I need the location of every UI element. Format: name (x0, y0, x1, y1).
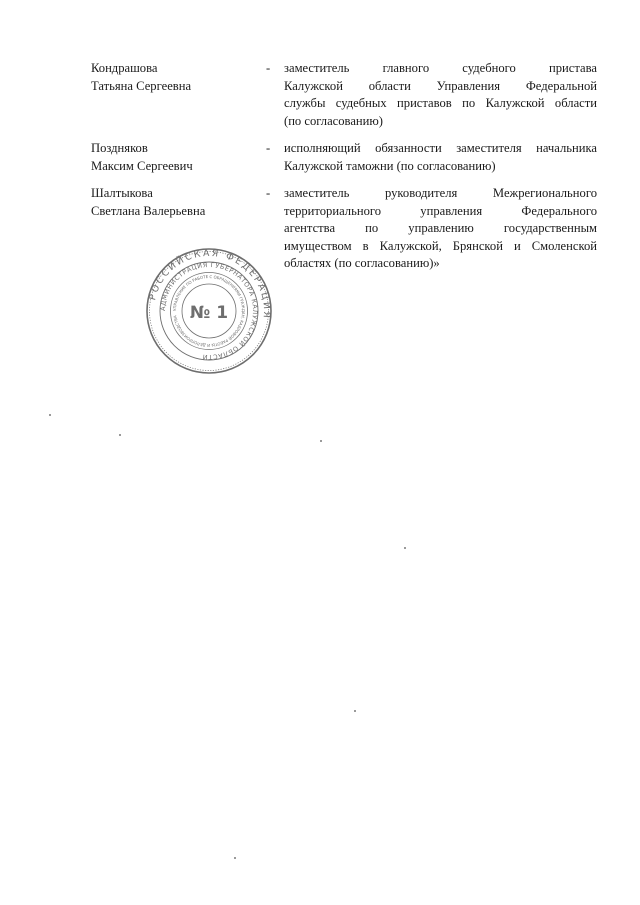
member-position (284, 140, 597, 175)
position-line: областях (по согласованию)» (284, 256, 440, 270)
member-position (284, 60, 597, 130)
seal-outer-text: РОССИЙСКАЯ ФЕДЕРАЦИЯ (147, 247, 273, 321)
member-name (91, 185, 261, 220)
position-line: (по согласованию) (284, 113, 384, 128)
position-line: исполняющий обязанности заместителя начальника (284, 141, 597, 155)
member-name (91, 60, 261, 95)
member-given-names: Татьяна Сергеевна (91, 78, 192, 93)
scan-speck (49, 414, 51, 416)
entry-dash: - (266, 141, 271, 155)
member-given-names: Максим Сергеевич (91, 158, 193, 173)
position-line: имуществом в Калужской, Брянской и Смоленской (284, 238, 597, 253)
scan-speck (404, 547, 406, 549)
seal-ring-text: АДМИНИСТРАЦИЯ ГУБЕРНАТОРА КАЛУЖСКОЙ ОБЛАСТИ (158, 260, 260, 362)
position-line: службы судебных приставов по Калужской области (284, 96, 597, 110)
position-line: заместитель главного судебного пристава (284, 61, 597, 75)
member-surname: Кондрашова (91, 61, 158, 75)
member-surname: Шалтыкова (91, 186, 153, 200)
scan-speck (320, 440, 322, 442)
scan-speck (234, 857, 236, 859)
entry-dash: - (266, 186, 271, 200)
position-line: территориального управления Федерального (284, 203, 597, 218)
entry-dash: - (266, 61, 271, 75)
official-seal-stamp (145, 247, 273, 375)
position-line: агентства по управлению государственным (284, 221, 597, 235)
member-surname: Поздняков (91, 141, 148, 155)
position-line: Калужской области Управления Федеральной (284, 78, 597, 93)
seal-inner-text: УПРАВЛЕНИЕ ПО РАБОТЕ С ОБРАЩЕНИЯМИ ГРАЖДАН, КАДРОВОЙ РАБОТЫ И ДЕЛОПРОИЗВОДСТВА (171, 273, 247, 349)
seal-number: № 1 (189, 303, 229, 323)
member-given-names: Светлана Валерьевна (91, 203, 206, 218)
member-position (284, 185, 597, 273)
position-line: заместитель руководителя Межрегионального (284, 186, 597, 200)
member-name (91, 140, 261, 175)
scan-speck (354, 710, 356, 712)
scan-speck (119, 434, 121, 436)
position-line: Калужской таможни (по согласованию) (284, 158, 496, 173)
